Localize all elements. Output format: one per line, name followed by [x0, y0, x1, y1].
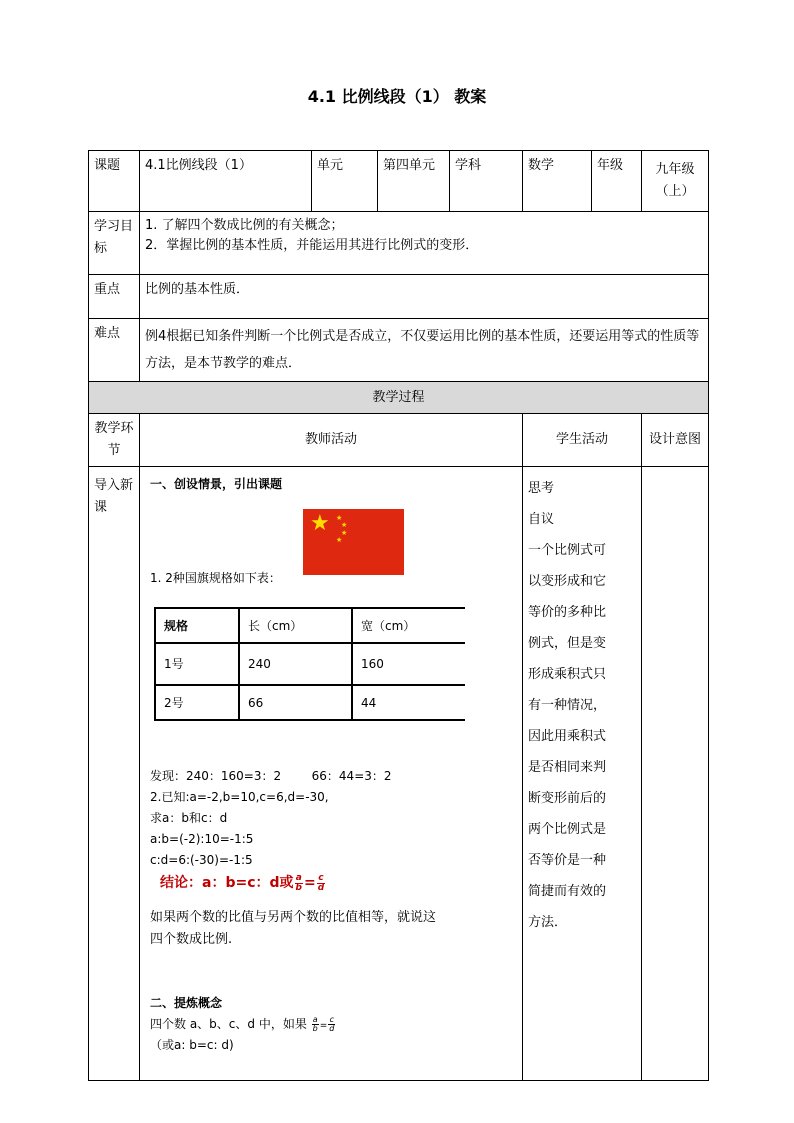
frac-numerator-a: a	[295, 872, 302, 883]
student-line: 一个比例式可	[528, 543, 607, 558]
lesson-plan-table	[88, 150, 709, 1081]
spec-cell: 160	[352, 643, 465, 685]
design-intent	[642, 467, 709, 1081]
spec-header-cell: 宽（cm）	[352, 608, 465, 643]
conclusion	[160, 872, 326, 894]
student-line: 两个比例式是	[528, 822, 607, 837]
student-line: 以变形成和它	[528, 574, 607, 589]
item-1-text: 1. 2种国旗规格如下表：	[150, 571, 281, 585]
flag-small-star-icon: ★	[341, 521, 348, 529]
spec-row	[155, 685, 465, 720]
concept-fraction-c-over-d	[328, 1016, 335, 1033]
content-row	[89, 467, 709, 1081]
fraction-a-over-b	[295, 874, 303, 893]
goal-item-1: 1. 了解四个数成比例的有关概念；	[145, 218, 344, 233]
subject-value: 数学	[523, 151, 592, 212]
col-stage: 教学环节	[89, 414, 140, 467]
student-line: 方法．	[528, 915, 568, 930]
difficulty-value: 例4根据已知条件判断一个比例式是否成立，不仅要运用比例的基本性质，还要运用等式的性质等方法，是本节教学的难点．	[140, 319, 709, 382]
key-row	[89, 275, 709, 319]
concept-fraction-a-over-b	[312, 1016, 319, 1033]
flag-small-star-icon: ★	[336, 536, 343, 544]
spec-cell: 1号	[155, 643, 239, 685]
process-header: 教学过程	[89, 382, 709, 414]
frac-denominator-d: d	[317, 882, 325, 893]
student-line: 有一种情况，	[528, 698, 607, 713]
fraction-c-over-d	[317, 874, 325, 893]
concept-paren-text: （或a: b=c: d)	[150, 1038, 234, 1052]
student-line: 断变形前后的	[528, 791, 607, 806]
flag-small-star-icon: ★	[336, 514, 343, 522]
frac-denominator-b: b	[295, 882, 302, 893]
student-line: 自议	[528, 512, 555, 527]
finding-text: 发现：240：160=3：2 66：44=3：2	[150, 769, 392, 783]
key-label: 重点	[89, 275, 140, 319]
difficulty-row	[89, 319, 709, 382]
grade-value: 九年级（上）	[642, 151, 709, 212]
student-line: 因此用乘积式	[528, 729, 607, 744]
ask-text: 求a：b和c：d	[150, 811, 228, 825]
spec-cell: 2号	[155, 685, 239, 720]
definition-line-2: 四个数成比例.	[150, 932, 233, 947]
definition-line-1: 如果两个数的比值与另两个数的比值相等，就说这	[150, 910, 437, 925]
col-teacher: 教师活动	[140, 414, 523, 467]
student-line: 思考	[528, 481, 555, 496]
concept-frac-denominator-b: b	[312, 1024, 318, 1033]
student-line: 简捷而有效的	[528, 884, 607, 899]
flag-small-star-icon: ★	[341, 529, 348, 537]
calc-1-text: a:b=(-2):10=-1:5	[150, 832, 254, 846]
goals-label: 学习目标	[89, 212, 140, 275]
col-student: 学生活动	[523, 414, 642, 467]
concept-frac-numerator-c: c	[329, 1015, 335, 1024]
unit-label: 单元	[312, 151, 378, 212]
header-row	[89, 151, 709, 212]
page-title: 4.1 比例线段（1） 教案	[307, 87, 487, 106]
section-1-heading: 一、创设情景，引出课题	[150, 477, 283, 491]
spec-header-cell: 规格	[155, 608, 239, 643]
flag-big-star-icon: ★	[310, 511, 330, 536]
spec-cell: 44	[352, 685, 465, 720]
student-line: 例式，但是变	[528, 636, 607, 651]
topic-label: 课题	[89, 151, 140, 212]
grade-label: 年级	[592, 151, 642, 212]
concept-frac-numerator-a: a	[312, 1015, 318, 1024]
student-line: 否等价是一种	[528, 853, 607, 868]
student-line: 形成乘积式只	[528, 667, 607, 682]
student-line: 是否相同来判	[528, 760, 607, 775]
calc-2-text: c:d=6:(-30)=-1:5	[150, 853, 253, 867]
spec-header-row	[155, 608, 465, 643]
difficulty-label: 难点	[89, 319, 140, 382]
teacher-activity	[140, 467, 523, 1081]
spec-row	[155, 643, 465, 685]
section-2-heading: 二、提炼概念	[150, 996, 223, 1010]
student-activity	[523, 467, 642, 1081]
stage-label: 导入新课	[89, 467, 140, 1081]
spec-cell: 66	[239, 685, 352, 720]
equals-sign: =	[303, 875, 316, 891]
frac-numerator-c: c	[318, 872, 324, 883]
student-line: 等价的多种比	[528, 605, 607, 620]
concept-text: 四个数 a、b、c、d 中，如果	[150, 1017, 307, 1031]
china-flag-image	[303, 509, 404, 575]
goal-item-2: 2．掌握比例的基本性质，并能运用其进行比例式的变形．	[145, 238, 479, 253]
goals-row	[89, 212, 709, 275]
item-2-text: 2.已知:a=-2,b=10,c=6,d=-30,	[150, 790, 329, 804]
unit-value: 第四单元	[378, 151, 450, 212]
conclusion-text: 结论：a：b=c：d或	[160, 875, 294, 891]
flag-spec-table	[154, 607, 465, 721]
subject-label: 学科	[450, 151, 523, 212]
key-value: 比例的基本性质．	[140, 275, 709, 319]
spec-cell: 240	[239, 643, 352, 685]
concept-frac-denominator-d: d	[329, 1024, 335, 1033]
concept-equals-sign: =	[319, 1021, 328, 1031]
col-intent: 设计意图	[642, 414, 709, 467]
spec-header-cell: 长（cm）	[239, 608, 352, 643]
columns-row	[89, 414, 709, 467]
topic-value: 4.1比例线段（1）	[140, 151, 312, 212]
process-header-row	[89, 382, 709, 414]
